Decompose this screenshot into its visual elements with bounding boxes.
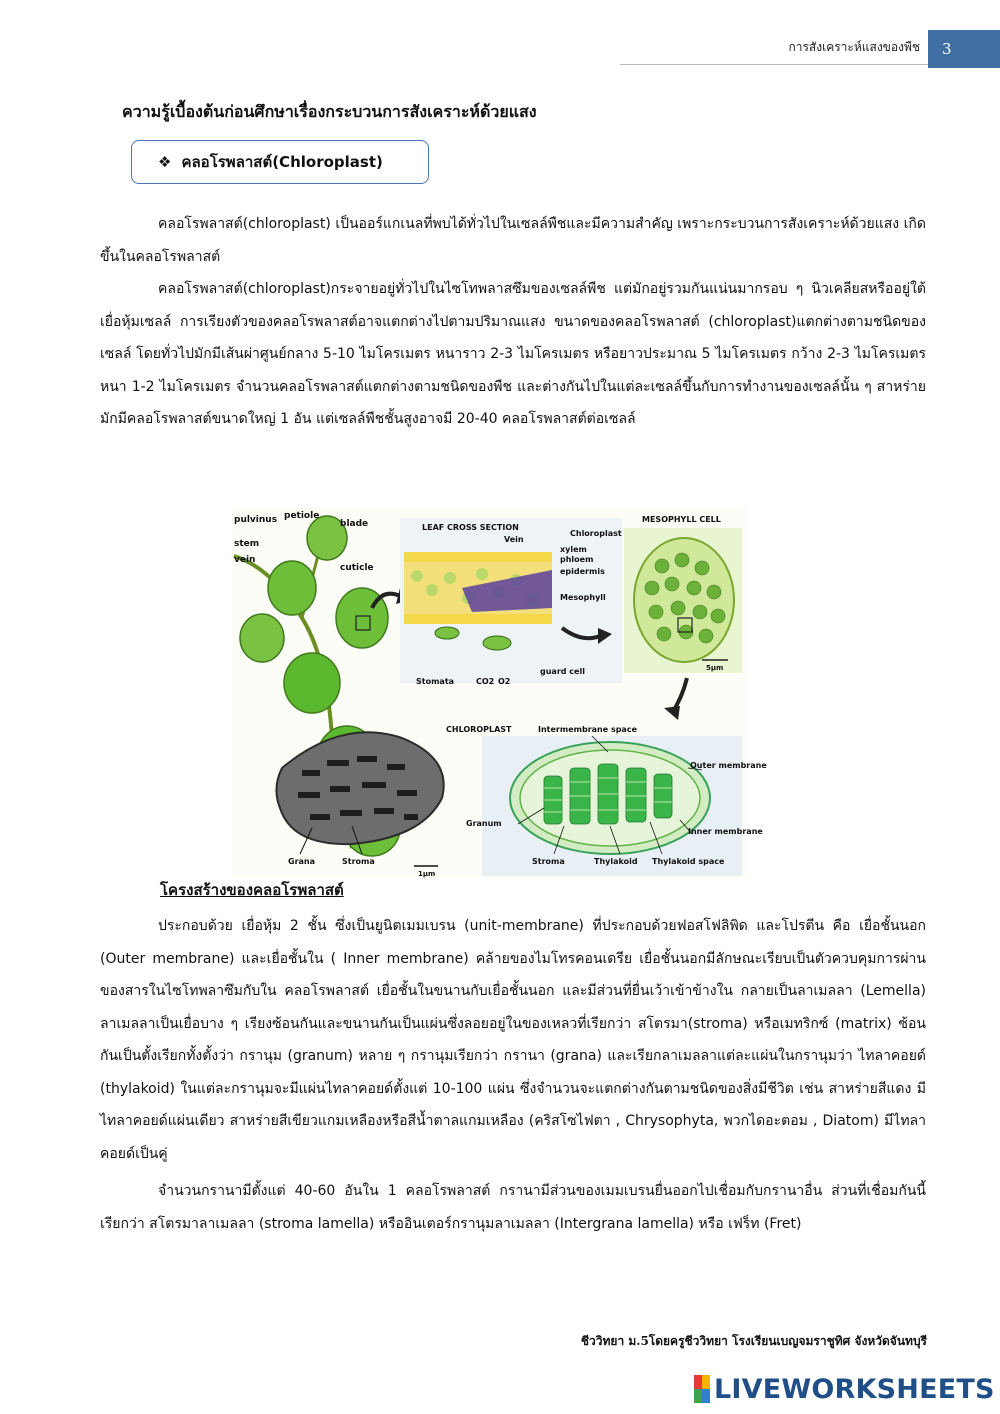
label-chloroplast-title: CHLOROPLAST	[446, 725, 512, 734]
chloroplast-figure	[232, 508, 767, 878]
label-thylakoid: Thylakoid	[594, 857, 638, 866]
label-granum: Granum	[466, 819, 502, 828]
header-divider	[620, 64, 928, 65]
brand-name: LIVEWORKSHEETS	[714, 1373, 995, 1405]
label-thylakoid-space: Thylakoid space	[652, 857, 725, 866]
chloroplast-diagram-illustration	[482, 736, 742, 876]
structure-heading: โครงสร้างของคลอโรพลาสต์	[160, 881, 344, 899]
label-vein-cs: Vein	[504, 535, 524, 544]
page-heading: ความรู้เบื้องต้นก่อนศึกษาเรื่องกระบวนการสังเคราะห์ด้วยแสง	[122, 102, 537, 121]
section-box-label: คลอโรพลาสต์(Chloroplast)	[181, 153, 383, 171]
intro-paragraph-1: คลอโรพลาสต์(chloroplast) เป็นออร์แกเนลที่พบได้ทั่วไปในเซลล์พืชและมีความสำคัญ เพราะกระบวนการสังเคราะห์ด้วยแสง เกิดขึ้นในคลอโรพลาสต์	[100, 216, 926, 265]
label-petiole: petiole	[284, 511, 320, 521]
intro-paragraph-2: คลอโรพลาสต์(chloroplast)กระจายอยู่ทั่วไปในไซโทพลาสซึมของเซลล์พืช แต่มักอยู่รวมกันแน่นมากรอบ ๆ นิวเคลียสหรืออยู่ใต้เยื่อหุ้มเซลล์ การเรียงตัวของคลอโรพลาสต์อาจแตกต่างไปตามปริมาณแสง ขนาดของคลอโรพลาสต์ (chloroplast)แตกต่างตามชนิดของเซลล์ โดยทั่วไปมักมีเส้นผ่าศูนย์กลาง 5-10 ไมโครเมตร หนาราว 2-3 ไมโครเมตร หรือยาวประมาณ 5 ไมโครเมตร กว้าง 2-3 ไมโครเมตร หนา 1-2 ไมโครเมตร จำนวนคลอโรพลาสต์แตกต่างตามชนิดของพืช และต่างกันไปในแต่ละเซลล์ขึ้นกับการทำงานของเซลล์นั้น ๆ สาหร่ายมักมีคลอโรพลาสต์ขนาดใหญ่ 1 อัน แต่เซลล์พืชชั้นสูงอาจมี 20-40 คลอโรพลาสต์ต่อเซลล์	[100, 281, 926, 427]
footer-credit: ชีววิทยา ม.5โดยครูชีววิทยา โรงเรียนเบญจมราชูทิศ จังหวัดจันทบุรี	[580, 1334, 927, 1348]
liveworksheets-icon	[694, 1375, 710, 1403]
label-5um: 5μm	[706, 664, 724, 672]
label-guard-cell: guard cell	[540, 667, 585, 676]
label-vein: vein	[234, 555, 256, 565]
label-leaf-cross-section: LEAF CROSS SECTION	[422, 523, 519, 532]
label-phloem: phloem	[560, 555, 594, 564]
label-pulvinus: pulvinus	[234, 515, 278, 525]
label-intermembrane-space: Intermembrane space	[538, 725, 637, 734]
label-inner-membrane: Inner membrane	[688, 827, 763, 836]
header-title: การสังเคราะห์แสงของพืช	[788, 40, 920, 54]
structure-paragraph-1: ประกอบด้วย เยื่อหุ้ม 2 ชั้น ซึ่งเป็นยูนิตเมมเบรน (unit-membrane) ที่ประกอบด้วยฟอสโฟลิพิด และโปรตีน คือ เยื่อชั้นนอก (Outer membrane) และเยื่อชั้นใน ( Inner membrane) คล้ายของไมโทรคอนเดรีย เยื่อชั้นนอกมีลักษณะเรียบเป็นตัวควบคุมการผ่านของสารในไซโทพลาซึมกับใน คลอโรพลาสต์ เยื่อชั้นในขนานกับเยื่อชั้นนอก และมีส่วนที่ยื่นเว้าเข้าข้างใน กลายเป็นลาเมลลา (Lemella) ลาเมลลาเป็นเยื่อบาง ๆ เรียงซ้อนกันและขนานกันเป็นแผ่นซึ่งลอยอยู่ในของเหลวที่เรียกว่า สโตรมา(stroma) หรือเมทริกซ์ (matrix) ซ้อนกันเป็นตั้งเรียกทั้งตั้งว่า กรานุม (granum) หลาย ๆ กรานุมเรียกว่า กรานา (grana) และเรียกลาเมลลาแต่ละแผ่นในกรานุมว่า ไทลาคอยด์ (thylakoid) ในแต่ละกรานุมจะมีแผ่นไทลาคอยด์ตั้งแต่ 10-100 แผ่น ซึ่งจำนวนจะแตกต่างกันตามชนิดของสิ่งมีชีวิต เช่น สาหร่ายสีแดง มีไทลาคอยด์แผ่นเดียว สาหร่ายสีเขียวแกมเหลืองหรือสีน้ำตาลแกมเหลือง (คริสโซไฟตา , Chrysophyta, พวกไดอะตอม , Diatom) มีไทลาคอยด์เป็นคู่	[100, 918, 926, 1162]
page-number: 3	[928, 30, 1000, 68]
label-o2: O2	[498, 677, 511, 686]
structure-paragraph-2: จำนวนกรานามีตั้งแต่ 40-60 อันใน 1 คลอโรพลาสต์ กรานามีส่วนของเมมเบรนยื่นออกไปเชื่อมกับกรานาอื่น ส่วนที่เชื่อมกันนี้เรียกว่า สโตรมาลาเมลลา (stroma lamella) หรืออินเตอร์กรานุมลาเมลลา (Intergrana lamella) หรือ เฟร็ท (Fret)	[100, 1183, 926, 1232]
label-stomata: Stomata	[416, 677, 455, 686]
label-epidermis: epidermis	[560, 567, 605, 576]
label-xylem: xylem	[560, 545, 587, 554]
label-co2: CO2	[476, 677, 495, 686]
label-stem: stem	[234, 539, 260, 549]
label-cuticle: cuticle	[340, 563, 374, 573]
label-chloroplast-cell: Chloroplast	[570, 529, 622, 538]
label-mesophyll-cell: MESOPHYLL CELL	[642, 515, 721, 524]
mesophyll-cell-illustration	[624, 528, 742, 720]
diamond-bullet-icon: ❖	[158, 153, 172, 171]
liveworksheets-logo[interactable]	[694, 1372, 995, 1406]
section-box	[131, 140, 429, 184]
label-stroma-diagram: Stroma	[532, 857, 565, 866]
label-1um: 1μm	[418, 870, 436, 878]
label-grana: Grana	[288, 857, 316, 866]
label-stroma-micro: Stroma	[342, 857, 375, 866]
label-mesophyll: Mesophyll	[560, 593, 606, 602]
label-blade: blade	[340, 519, 369, 529]
label-outer-membrane: Outer membrane	[690, 761, 767, 770]
